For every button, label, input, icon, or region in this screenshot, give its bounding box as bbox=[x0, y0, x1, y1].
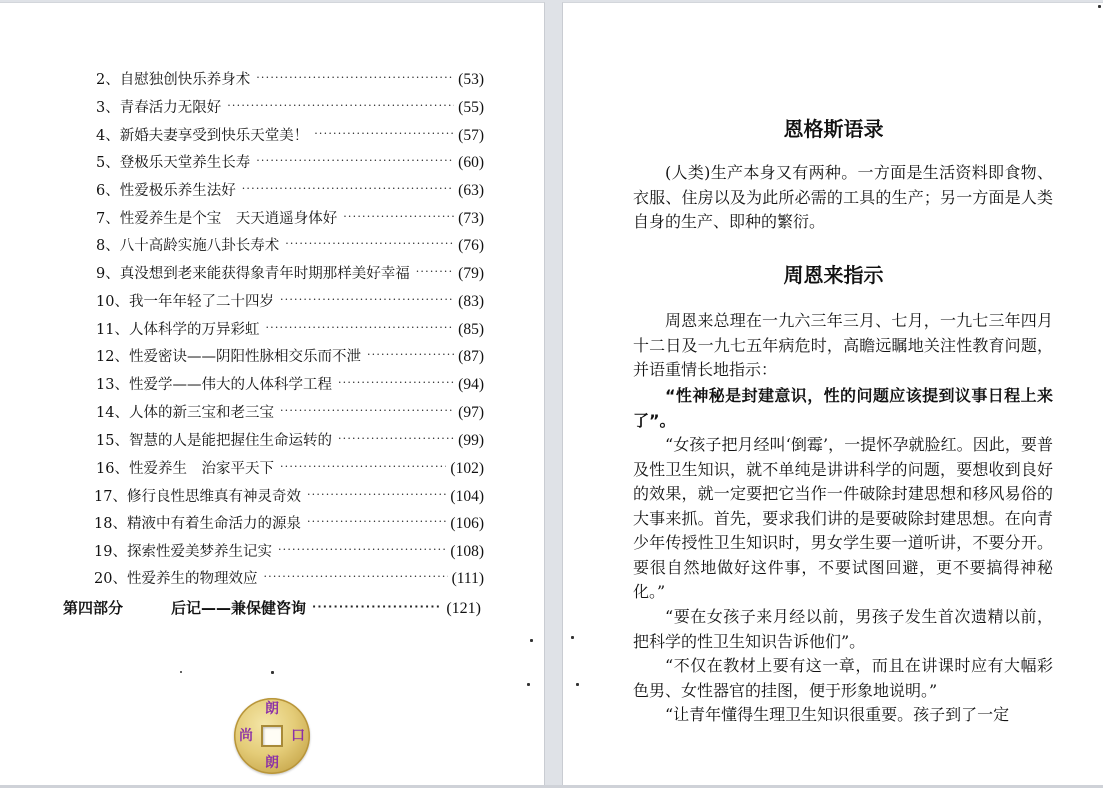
toc-item-title: 2、自慰独创快乐养身术 bbox=[96, 72, 251, 88]
toc-item[interactable] bbox=[96, 209, 484, 230]
toc-item[interactable] bbox=[96, 459, 484, 480]
coin-logo-icon bbox=[234, 698, 310, 774]
toc-item[interactable] bbox=[96, 320, 484, 341]
toc-item-page: (104) bbox=[450, 488, 484, 505]
leader-dots bbox=[312, 597, 442, 617]
toc-item[interactable] bbox=[96, 70, 484, 91]
leader-dots bbox=[338, 429, 454, 449]
toc-item-page: (53) bbox=[458, 71, 484, 88]
scan-speck bbox=[530, 639, 533, 642]
toc-item-title: 11、人体科学的万异彩虹 bbox=[96, 322, 260, 338]
toc-part-item[interactable] bbox=[63, 598, 481, 620]
toc-item-page: (102) bbox=[450, 460, 484, 477]
coin-glyph-left: 尚 bbox=[239, 728, 253, 744]
toc-item[interactable] bbox=[94, 487, 484, 508]
paragraph: (人类)生产本身又有两种。一方面是生活资料即食物、衣服、住房以及为此所必需的工具的生产；另一方面是人类自身的生产、即种的繁衍。 bbox=[633, 163, 1053, 231]
scan-speck bbox=[527, 683, 530, 686]
right-page bbox=[562, 2, 1103, 785]
toc-item-page: (57) bbox=[458, 127, 484, 144]
toc-item-title: 15、智慧的人是能把握住生命运转的 bbox=[96, 433, 332, 449]
toc-item-title: 10、我一年年轻了二十四岁 bbox=[96, 294, 274, 310]
toc-item[interactable] bbox=[96, 292, 484, 313]
leader-dots bbox=[338, 373, 454, 393]
leader-dots bbox=[256, 68, 454, 88]
coin-glyph-bottom: 朗 bbox=[265, 755, 279, 771]
leader-dots bbox=[314, 124, 454, 144]
toc-item-page: (55) bbox=[458, 99, 484, 116]
quote-paragraph: “不仅在教材上要有这一章，而且在讲课时应有大幅彩色男、女性器官的挂图，便于形象地说明。” bbox=[633, 656, 1053, 700]
toc-item[interactable] bbox=[96, 153, 484, 174]
toc-item-title: 18、精液中有着生命活力的源泉 bbox=[94, 516, 301, 532]
quote-paragraph: “要在女孩子来月经以前，男孩子发生首次遗精以前，把科学的性卫生知识告诉他们”。 bbox=[633, 607, 1053, 651]
toc-item-page: (97) bbox=[458, 404, 484, 421]
toc-item-page: (106) bbox=[450, 515, 484, 532]
toc-item-page: (85) bbox=[458, 321, 484, 338]
toc-item-page: (63) bbox=[458, 182, 484, 199]
toc-item[interactable] bbox=[96, 347, 484, 368]
leader-dots bbox=[343, 207, 454, 227]
toc-item-page: (108) bbox=[450, 543, 484, 560]
section-heading-engels: 恩格斯语录 bbox=[783, 117, 884, 141]
scan-speck bbox=[180, 671, 182, 673]
toc-item[interactable] bbox=[96, 375, 484, 396]
toc-item-page: (99) bbox=[458, 432, 484, 449]
toc-item-title: 8、八十高龄实施八卦长寿术 bbox=[96, 238, 280, 254]
toc-item-page: (60) bbox=[458, 154, 484, 171]
part-title: 后记——兼保健咨询 bbox=[171, 599, 307, 617]
leader-dots bbox=[280, 401, 454, 421]
left-page bbox=[0, 2, 545, 785]
toc-item-title: 14、人体的新三宝和老三宝 bbox=[96, 405, 274, 421]
section-heading-zhou: 周恩来指示 bbox=[783, 263, 884, 287]
toc-item-title: 13、性爱学——伟大的人体科学工程 bbox=[96, 377, 332, 393]
toc-item-title: 20、性爱养生的物理效应 bbox=[94, 571, 258, 587]
toc-item[interactable] bbox=[96, 126, 484, 147]
leader-dots bbox=[263, 567, 447, 587]
toc-item-title: 3、青春活力无限好 bbox=[96, 100, 222, 116]
toc-item[interactable] bbox=[96, 264, 484, 285]
toc-item[interactable] bbox=[94, 542, 484, 563]
toc-item-page: (94) bbox=[458, 376, 484, 393]
toc-item[interactable] bbox=[96, 236, 484, 257]
leader-dots bbox=[307, 512, 446, 532]
toc-item-page: (79) bbox=[458, 265, 484, 282]
toc-item[interactable] bbox=[96, 403, 484, 424]
toc-item-page: (73) bbox=[458, 210, 484, 227]
leader-dots bbox=[265, 318, 454, 338]
toc-item-title: 7、性爱养生是个宝 天天逍遥身体好 bbox=[96, 211, 338, 227]
scan-speck bbox=[271, 671, 274, 674]
leader-dots bbox=[285, 234, 454, 254]
quote-paragraph: “让青年懂得生理卫生知识很重要。孩子到了一定 bbox=[665, 705, 1010, 724]
quote-paragraph-bold: “性神秘是封建意识，性的问题应该提到议事日程上来了”。 bbox=[633, 386, 1053, 430]
toc-item-page: (76) bbox=[458, 237, 484, 254]
toc-item-title: 4、新婚夫妻享受到快乐天堂美！ bbox=[96, 128, 309, 144]
paragraph: 周恩来总理在一九六三年三月、七月，一九七三年四月十二日及一九七五年病危时，高瞻远瞩地关注性教育问题，并语重情长地指示： bbox=[633, 311, 1053, 379]
toc-item-page: (111) bbox=[451, 570, 484, 587]
leader-dots bbox=[227, 96, 454, 116]
toc-item-page: (83) bbox=[458, 293, 484, 310]
leader-dots bbox=[256, 151, 454, 171]
leader-dots bbox=[307, 485, 446, 505]
toc-item-title: 6、性爱极乐养生法好 bbox=[96, 183, 236, 199]
toc-item-title: 19、探索性爱美梦养生记实 bbox=[94, 544, 272, 560]
toc-item[interactable] bbox=[94, 569, 484, 590]
toc-item[interactable] bbox=[96, 181, 484, 202]
toc-item-page: (87) bbox=[458, 348, 484, 365]
coin-square-hole bbox=[261, 725, 283, 747]
coin-glyph-right: 口 bbox=[291, 728, 305, 744]
toc-item-title: 16、性爱养生 治家平天下 bbox=[96, 461, 274, 477]
toc-item[interactable] bbox=[96, 431, 484, 452]
toc-item-title: 5、登极乐天堂养生长寿 bbox=[96, 155, 251, 171]
leader-dots bbox=[416, 262, 454, 282]
toc-item-title: 12、性爱密诀——阴阳性脉相交乐而不泄 bbox=[96, 349, 361, 365]
toc-item[interactable] bbox=[96, 98, 484, 119]
toc-item[interactable] bbox=[94, 514, 484, 535]
part-label: 第四部分 bbox=[63, 599, 124, 617]
leader-dots bbox=[367, 345, 454, 365]
leader-dots bbox=[280, 290, 454, 310]
leader-dots bbox=[242, 179, 454, 199]
coin-glyph-top: 朗 bbox=[265, 701, 279, 717]
leader-dots bbox=[280, 457, 446, 477]
scan-speck bbox=[576, 683, 579, 686]
leader-dots bbox=[278, 540, 446, 560]
part-page: (121) bbox=[446, 600, 481, 617]
quote-paragraph: “女孩子把月经叫‘倒霉’，一提怀孕就脸红。因此，要普及性卫生知识，就不单纯是讲讲科学的问题，要想收到良好的效果，就一定要把它当作一件破除封建思想和移风易俗的大事来抓。首先，要求我们讲的是要破除封建思想。在向青少年传授性卫生知识时，男女学生要一道听讲，不要分开。要很自然地做好这件事，不要试图回避，更不要搞得神秘化。” bbox=[633, 435, 1053, 601]
scan-speck bbox=[571, 636, 574, 639]
toc-item-title: 9、真没想到老来能获得象青年时期那样美好幸福 bbox=[96, 266, 410, 282]
scan-speck bbox=[1098, 5, 1101, 8]
toc-item-title: 17、修行良性思维真有神灵奇效 bbox=[94, 489, 301, 505]
